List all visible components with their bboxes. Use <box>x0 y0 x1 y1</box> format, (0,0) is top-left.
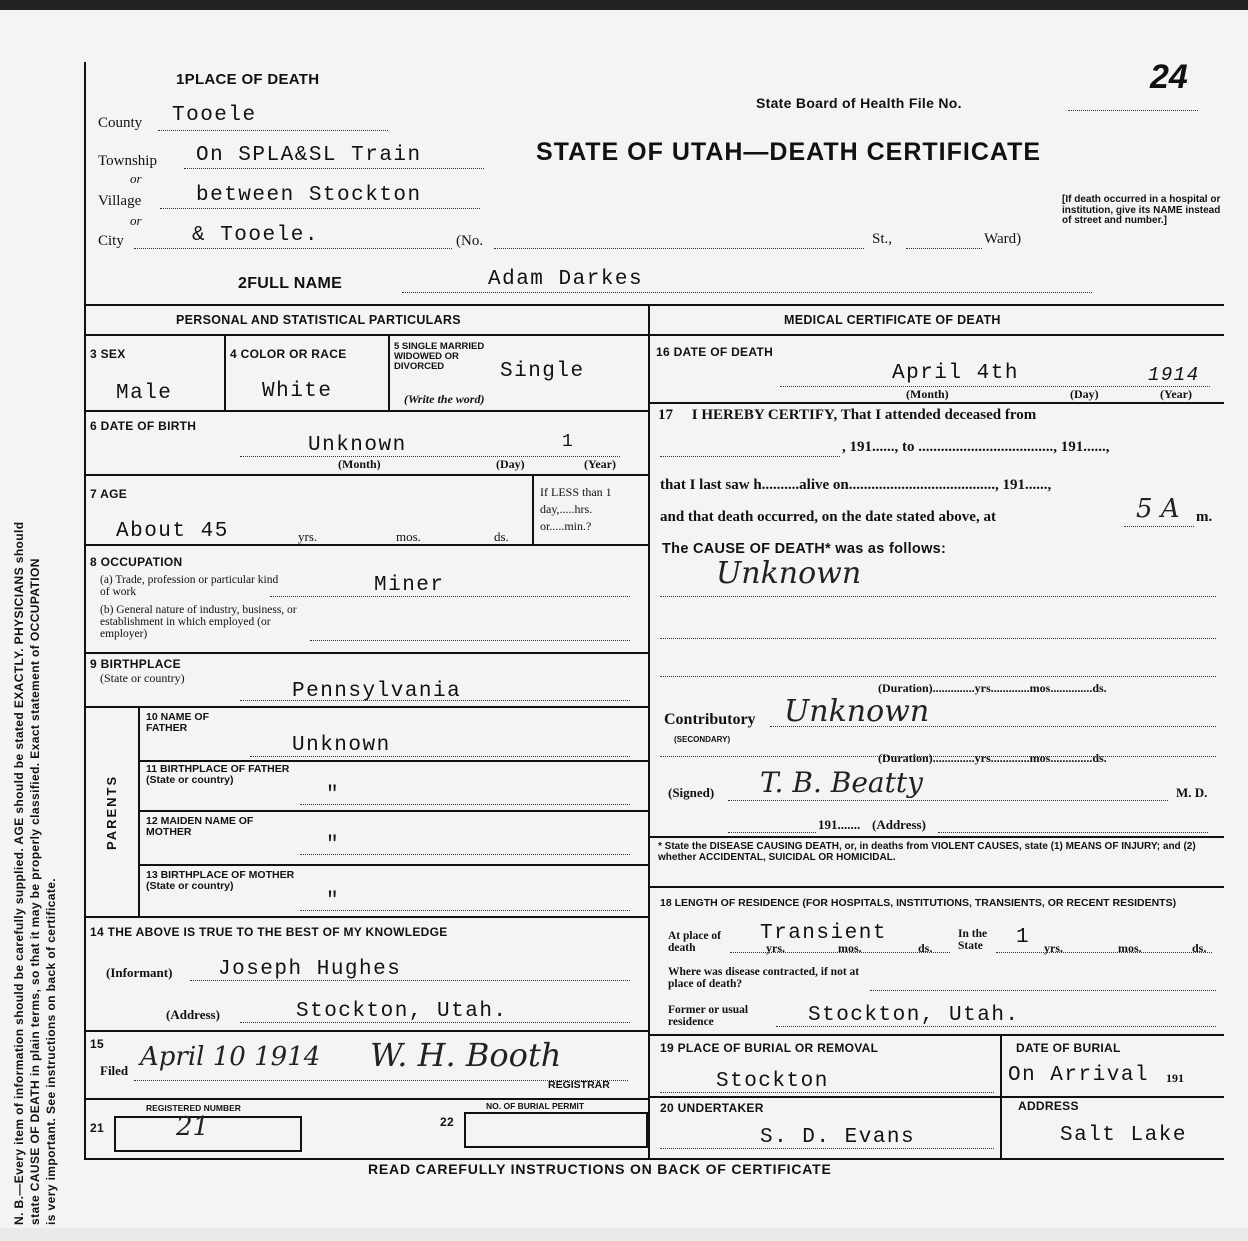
footer-instructions: READ CAREFULLY INSTRUCTIONS ON BACK OF CERTIFICATE <box>368 1161 832 1177</box>
father-name-label: 10 NAME OF FATHER <box>146 711 210 735</box>
row-rule-2 <box>84 474 648 476</box>
margin-instructions-1: N. B.—Every item of information should be carefully supplied. AGE should be stated EXACTLY. PHYSICIANS should <box>12 521 26 1225</box>
informant-address-line <box>240 1022 630 1023</box>
burial-place-label: 19 PLACE OF BURIAL OR REMOVAL <box>660 1041 879 1055</box>
township-value: On SPLA&SL Train <box>196 144 422 167</box>
signed-date: 191....... <box>818 817 861 832</box>
former-residence-value: Stockton, Utah. <box>808 1004 1020 1027</box>
secondary-caption: (SECONDARY) <box>674 735 731 744</box>
contracted-line <box>870 990 1216 991</box>
occupation-label: 8 OCCUPATION <box>90 555 183 569</box>
burial-date-value: On Arrival <box>1008 1064 1150 1087</box>
mother-name-line <box>300 854 630 855</box>
occupation-b-label: (b) General nature of industry, business, or establishment in which employed (or employer) <box>100 604 297 641</box>
cause-line-3 <box>660 676 1216 677</box>
row-rule-7 <box>138 810 648 812</box>
reg-no-label: REGISTERED NUMBER <box>146 1103 241 1113</box>
father-birthplace-label: 11 BIRTHPLACE OF FATHER (State or country) <box>146 763 290 787</box>
marital-note: (Write the word) <box>404 392 485 406</box>
village-label: Village <box>98 193 142 209</box>
row-rule-4 <box>84 652 648 654</box>
date-of-death-label: 16 DATE OF DEATH <box>656 345 774 359</box>
informant-address-value: Stockton, Utah. <box>296 1000 508 1023</box>
city-label: City <box>98 233 124 249</box>
file-no-value: 24 <box>1150 58 1188 96</box>
place-of-death-heading: 1PLACE OF DEATH <box>176 71 320 88</box>
certificate-title: STATE OF UTAH—DEATH CERTIFICATE <box>536 138 1042 166</box>
med-rule-1 <box>648 402 1224 404</box>
med-rule-5 <box>648 1096 1224 1098</box>
filed-number: 15 <box>90 1037 104 1051</box>
death-time-line <box>1124 526 1194 527</box>
former-residence-line <box>776 1026 1216 1027</box>
signed-date-line <box>728 832 816 833</box>
or-1: or <box>130 171 142 186</box>
burial-place-line <box>660 1092 994 1093</box>
in-state-label: In the State <box>958 928 988 953</box>
mother-name-value: " <box>326 834 341 857</box>
age-mos: mos. <box>396 529 421 544</box>
permit-index: 22 <box>440 1115 454 1129</box>
bottom-edge <box>0 1228 1248 1241</box>
row-rule-10 <box>84 1030 648 1032</box>
date-of-death-line <box>780 386 1210 387</box>
former-residence-label: Former or usual residence <box>668 1004 749 1029</box>
county-label: County <box>98 115 143 131</box>
occupation-line <box>270 596 630 597</box>
margin-instructions-2: state CAUSE OF DEATH in plain terms, so that it may be properly classified. Exact statement of OCCUPATION <box>28 558 42 1225</box>
informant-label: (Informant) <box>106 965 173 980</box>
age-ds: ds. <box>494 529 509 544</box>
burial-place-value: Stockton <box>716 1070 829 1093</box>
cause-footnote: * State the DISEASE CAUSING DEATH, or, in deaths from VIOLENT CAUSES, state (1) MEANS OF INJURY; and (2) whether ACCIDENTAL, SUICIDAL OR HOMICIDAL. <box>658 841 1196 863</box>
dob-label: 6 DATE OF BIRTH <box>90 419 197 433</box>
full-name-value: Adam Darkes <box>488 268 644 291</box>
permit-box <box>464 1112 648 1148</box>
contributory-label: Contributory <box>664 711 756 728</box>
reg-no-index: 21 <box>90 1121 104 1135</box>
personal-heading-rule <box>84 334 648 336</box>
dod-month-caption: (Month) <box>906 387 949 401</box>
personal-heading: PERSONAL AND STATISTICAL PARTICULARS <box>176 313 461 327</box>
contributory-duration: (Duration)..............yrs.............mos..............ds. <box>878 751 1107 765</box>
dob-day-caption: (Day) <box>496 457 525 471</box>
center-divider <box>648 304 650 1158</box>
marital-value: Single <box>500 360 585 383</box>
street-no-label: (No. <box>456 233 484 249</box>
residence-label: 18 LENGTH OF RESIDENCE (FOR HOSPITALS, INSTITUTIONS, TRANSIENTS, OR RECENT RESIDENTS) <box>660 897 1177 909</box>
dob-year-caption: (Year) <box>584 457 616 471</box>
cause-duration: (Duration)..............yrs.............mos..............ds. <box>878 681 1107 695</box>
registrar-signature: W. H. Booth <box>370 1036 562 1074</box>
informant-value: Joseph Hughes <box>218 958 402 981</box>
or-2: or <box>130 213 142 228</box>
birthplace-note: (State or country) <box>100 671 185 685</box>
county-value: Tooele <box>172 104 257 127</box>
county-line <box>158 130 388 131</box>
row-rule-9 <box>84 916 648 918</box>
certify-statement: 17 I HEREBY CERTIFY, That I attended deceased from <box>658 407 1037 423</box>
med-rule-3 <box>648 886 1224 888</box>
contracted-label: Where was disease contracted, if not at place of death? <box>668 966 860 991</box>
date-of-death-value: April 4th <box>892 362 1019 385</box>
ward-line <box>906 248 982 249</box>
full-name-line <box>402 292 1092 293</box>
row-rule-3 <box>84 544 648 546</box>
color-label: 4 COLOR OR RACE <box>230 347 347 361</box>
in-state-yrs: yrs. <box>1044 941 1063 955</box>
filed-date-value: April 10 1914 <box>140 1042 321 1072</box>
sex-label: 3 SEX <box>90 347 126 361</box>
md-label: M. D. <box>1176 785 1208 800</box>
color-marital-divider <box>388 336 390 410</box>
father-name-line <box>250 756 630 757</box>
signed-line <box>728 800 1168 801</box>
color-value: White <box>262 380 333 403</box>
township-label: Township <box>98 153 157 169</box>
medical-heading: MEDICAL CERTIFICATE OF DEATH <box>784 313 1001 327</box>
age-value: About 45 <box>116 520 229 543</box>
dob-line <box>240 456 620 457</box>
in-state-line <box>996 952 1212 953</box>
cause-of-death-value: Unknown <box>716 556 862 591</box>
permit-label: NO. OF BURIAL PERMIT <box>486 1101 585 1111</box>
death-occurred-statement: and that death occurred, on the date stated above, at <box>660 509 996 525</box>
occupation-a-label: (a) Trade, profession or particular kind of work <box>100 574 279 599</box>
burial-date-label: DATE OF BURIAL <box>1016 1041 1121 1055</box>
birthplace-line <box>240 700 630 701</box>
contributory-line <box>770 726 1216 727</box>
occupation-value: Miner <box>374 574 445 597</box>
mother-name-label: 12 MAIDEN NAME OF MOTHER <box>146 815 254 839</box>
at-place-ds: ds. <box>918 941 933 955</box>
father-name-value: Unknown <box>292 734 391 757</box>
street-label: St., <box>872 231 893 247</box>
undertaker-value: S. D. Evans <box>760 1126 916 1149</box>
undertaker-line <box>660 1148 994 1149</box>
dod-year-caption: (Year) <box>1160 387 1192 401</box>
at-place-yrs: yrs. <box>766 941 785 955</box>
in-state-value: 1 <box>1016 926 1031 949</box>
in-state-mos: mos. <box>1118 941 1142 955</box>
burial-date-suffix: 191 <box>1166 1071 1184 1085</box>
burial-address-label: ADDRESS <box>1018 1099 1079 1113</box>
parents-label: PARENTS <box>104 774 119 850</box>
row-rule-11 <box>84 1098 648 1100</box>
cause-line-1 <box>660 596 1216 597</box>
full-name-label: 2FULL NAME <box>238 275 343 292</box>
margin-instructions-3: is very important. See instructions on back of certificate. <box>44 877 58 1225</box>
street-no-line <box>494 248 864 249</box>
father-birthplace-value: " <box>326 784 341 807</box>
med-rule-4 <box>648 1034 1224 1036</box>
date-of-death-year: 1914 <box>1148 364 1200 386</box>
marital-label: 5 SINGLE MARRIED WIDOWED OR DIVORCED <box>394 341 485 372</box>
dob-year-value: 1 <box>562 432 575 452</box>
in-state-ds: ds. <box>1192 941 1207 955</box>
cause-of-death-label: The CAUSE OF DEATH* was as follows: <box>662 541 947 557</box>
signed-address-line <box>938 832 1208 833</box>
cause-line-2 <box>660 638 1216 639</box>
section-divider <box>84 304 1224 306</box>
hospital-note: [If death occurred in a hospital or institution, give its NAME instead of street and number.] <box>1062 194 1221 226</box>
row-rule-5 <box>84 706 648 708</box>
mother-birthplace-value: " <box>326 890 341 913</box>
medical-heading-rule <box>648 334 1224 336</box>
at-place-mos: mos. <box>838 941 862 955</box>
sex-color-divider <box>224 336 226 410</box>
last-saw-statement: that I last saw h..........alive on......................................., 191......, <box>660 477 1052 493</box>
age-yrs: yrs. <box>298 529 318 544</box>
at-place-label: At place of death <box>668 930 722 955</box>
form-bottom-border <box>84 1158 1224 1160</box>
signed-address-label: (Address) <box>872 817 926 832</box>
dob-month-caption: (Month) <box>338 457 381 471</box>
birthplace-value: Pennsylvania <box>292 680 462 703</box>
signed-value: T. B. Beatty <box>760 766 923 799</box>
contributory-value: Unknown <box>784 694 930 729</box>
certify-from-line <box>660 456 840 457</box>
dob-value: Unknown <box>308 434 407 457</box>
filed-label: Filed <box>100 1063 129 1078</box>
certify-from-to: , 191......, to ...................................., 191......, <box>842 439 1110 455</box>
mother-birthplace-label: 13 BIRTHPLACE OF MOTHER (State or country) <box>146 869 295 893</box>
village-value: between Stockton <box>196 184 422 207</box>
sex-value: Male <box>116 382 173 405</box>
form-left-border <box>84 62 86 1160</box>
reg-no-value: 21 <box>176 1112 210 1142</box>
mother-birthplace-line <box>300 910 630 911</box>
age-less-divider <box>532 476 534 544</box>
dod-day-caption: (Day) <box>1070 387 1099 401</box>
row-rule-8 <box>138 864 648 866</box>
occupation-b-line <box>310 640 630 641</box>
row-rule-6 <box>138 760 648 762</box>
informant-line <box>190 980 630 981</box>
burial-address-value: Salt Lake <box>1060 1124 1187 1147</box>
age-label: 7 AGE <box>90 487 128 501</box>
signed-label: (Signed) <box>668 785 715 800</box>
ward-label: Ward) <box>984 231 1022 247</box>
at-place-value: Transient <box>760 922 887 945</box>
birthplace-label: 9 BIRTHPLACE <box>90 657 181 671</box>
less-than-note: If LESS than 1 day,.....hrs. or.....min.? <box>540 485 612 533</box>
file-no-line <box>1068 110 1198 111</box>
knowledge-label: 14 THE ABOVE IS TRUE TO THE BEST OF MY KNOWLEDGE <box>90 925 448 939</box>
city-line <box>134 248 452 249</box>
village-line <box>160 208 480 209</box>
registrar-label: REGISTRAR <box>548 1079 610 1091</box>
death-time-m: m. <box>1196 509 1213 525</box>
undertaker-label: 20 UNDERTAKER <box>660 1101 764 1115</box>
death-time-value: 5 A <box>1136 494 1180 524</box>
city-value: & Tooele. <box>192 224 319 247</box>
file-no-label: State Board of Health File No. <box>756 95 962 111</box>
father-birthplace-line <box>300 804 630 805</box>
top-edge <box>0 0 1248 10</box>
row-rule-1 <box>84 410 648 412</box>
med-rule-2 <box>648 836 1224 838</box>
informant-address-label: (Address) <box>166 1007 220 1022</box>
township-line <box>184 168 484 169</box>
